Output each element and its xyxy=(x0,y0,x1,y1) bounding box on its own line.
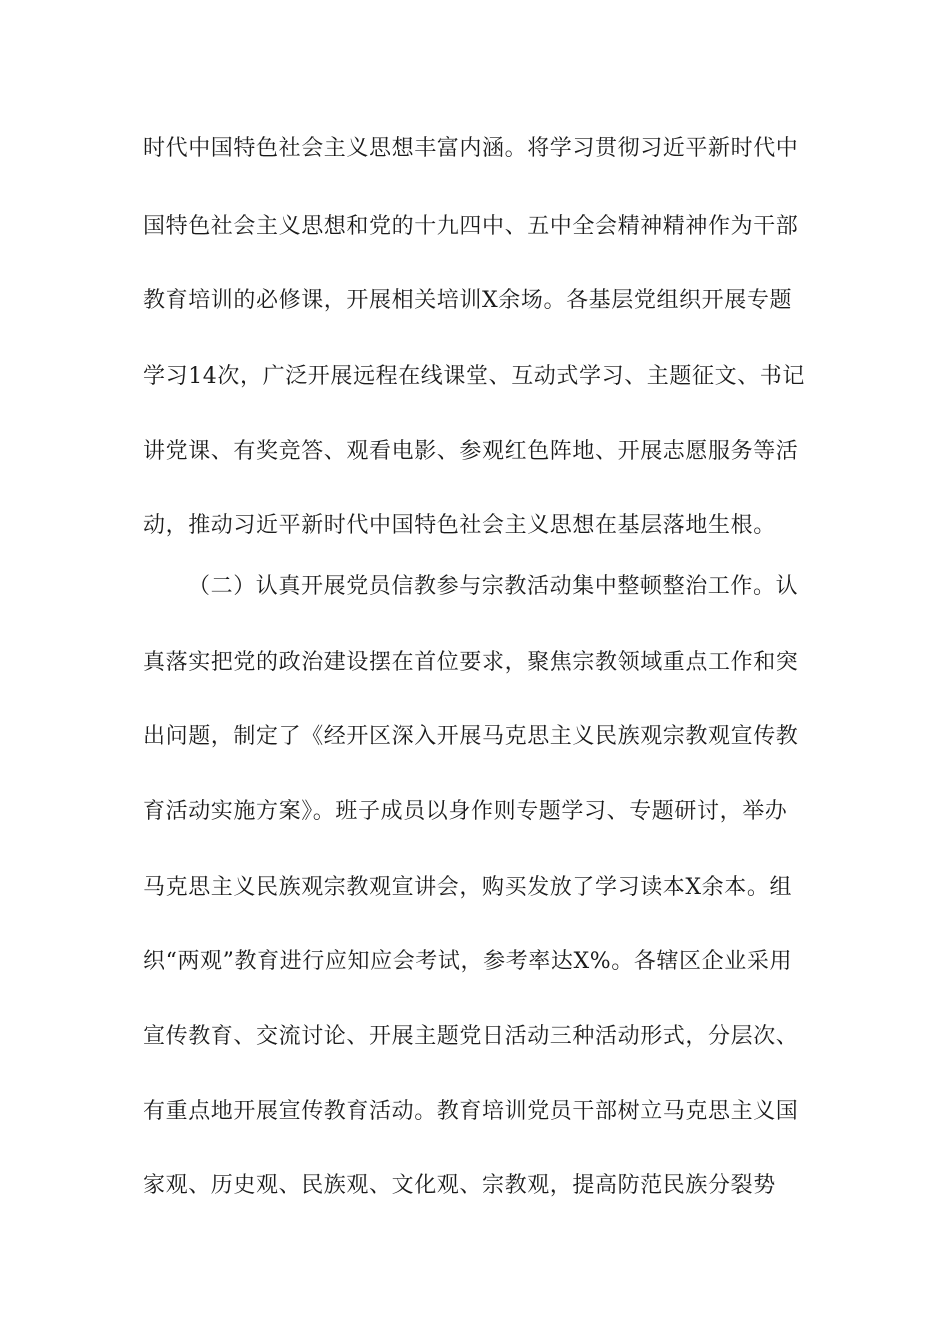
text-line: 织“两观”教育进行应知应会考试，参考率达X%。各辖区企业采用 xyxy=(143,949,793,974)
text-line: 教育培训的必修课，开展相关培训X余场。各基层党组织开展专题 xyxy=(143,288,793,313)
text-line: 动，推动习近平新时代中国特色社会主义思想在基层落地生根。 xyxy=(143,513,776,538)
text-line: 家观、历史观、民族观、文化观、宗教观，提高防范民族分裂势 xyxy=(143,1173,776,1198)
paragraph-first-line: （二）认真开展党员信教参与宗教活动集中整顿整治工作。认 xyxy=(188,574,799,599)
text-line: 有重点地开展宣传教育活动。教育培训党员干部树立马克思主义国 xyxy=(143,1099,799,1124)
text-line: 国特色社会主义思想和党的十九四中、五中全会精神精神作为干部 xyxy=(143,214,799,239)
text-line: 马克思主义民族观宗教观宣讲会，购买发放了学习读本X余本。组 xyxy=(143,875,793,900)
text-line: 讲党课、有奖竞答、观看电影、参观红色阵地、开展志愿服务等活 xyxy=(143,439,799,464)
text-line: 育活动实施方案》。班子成员以身作则专题学习、专题研讨，举办 xyxy=(143,799,788,824)
text-line: 出问题，制定了《经开区深入开展马克思主义民族观宗教观宣传教 xyxy=(143,724,799,749)
text-line: 真落实把党的政治建设摆在首位要求，聚焦宗教领域重点工作和突 xyxy=(143,650,799,675)
text-line: 时代中国特色社会主义思想丰富内涵。将学习贯彻习近平新时代中 xyxy=(143,136,799,161)
text-line: 学习14次，广泛开展远程在线课堂、互动式学习、主题征文、书记 xyxy=(143,364,805,389)
text-line: 宣传教育、交流讨论、开展主题党日活动三种活动形式，分层次、 xyxy=(143,1024,799,1049)
